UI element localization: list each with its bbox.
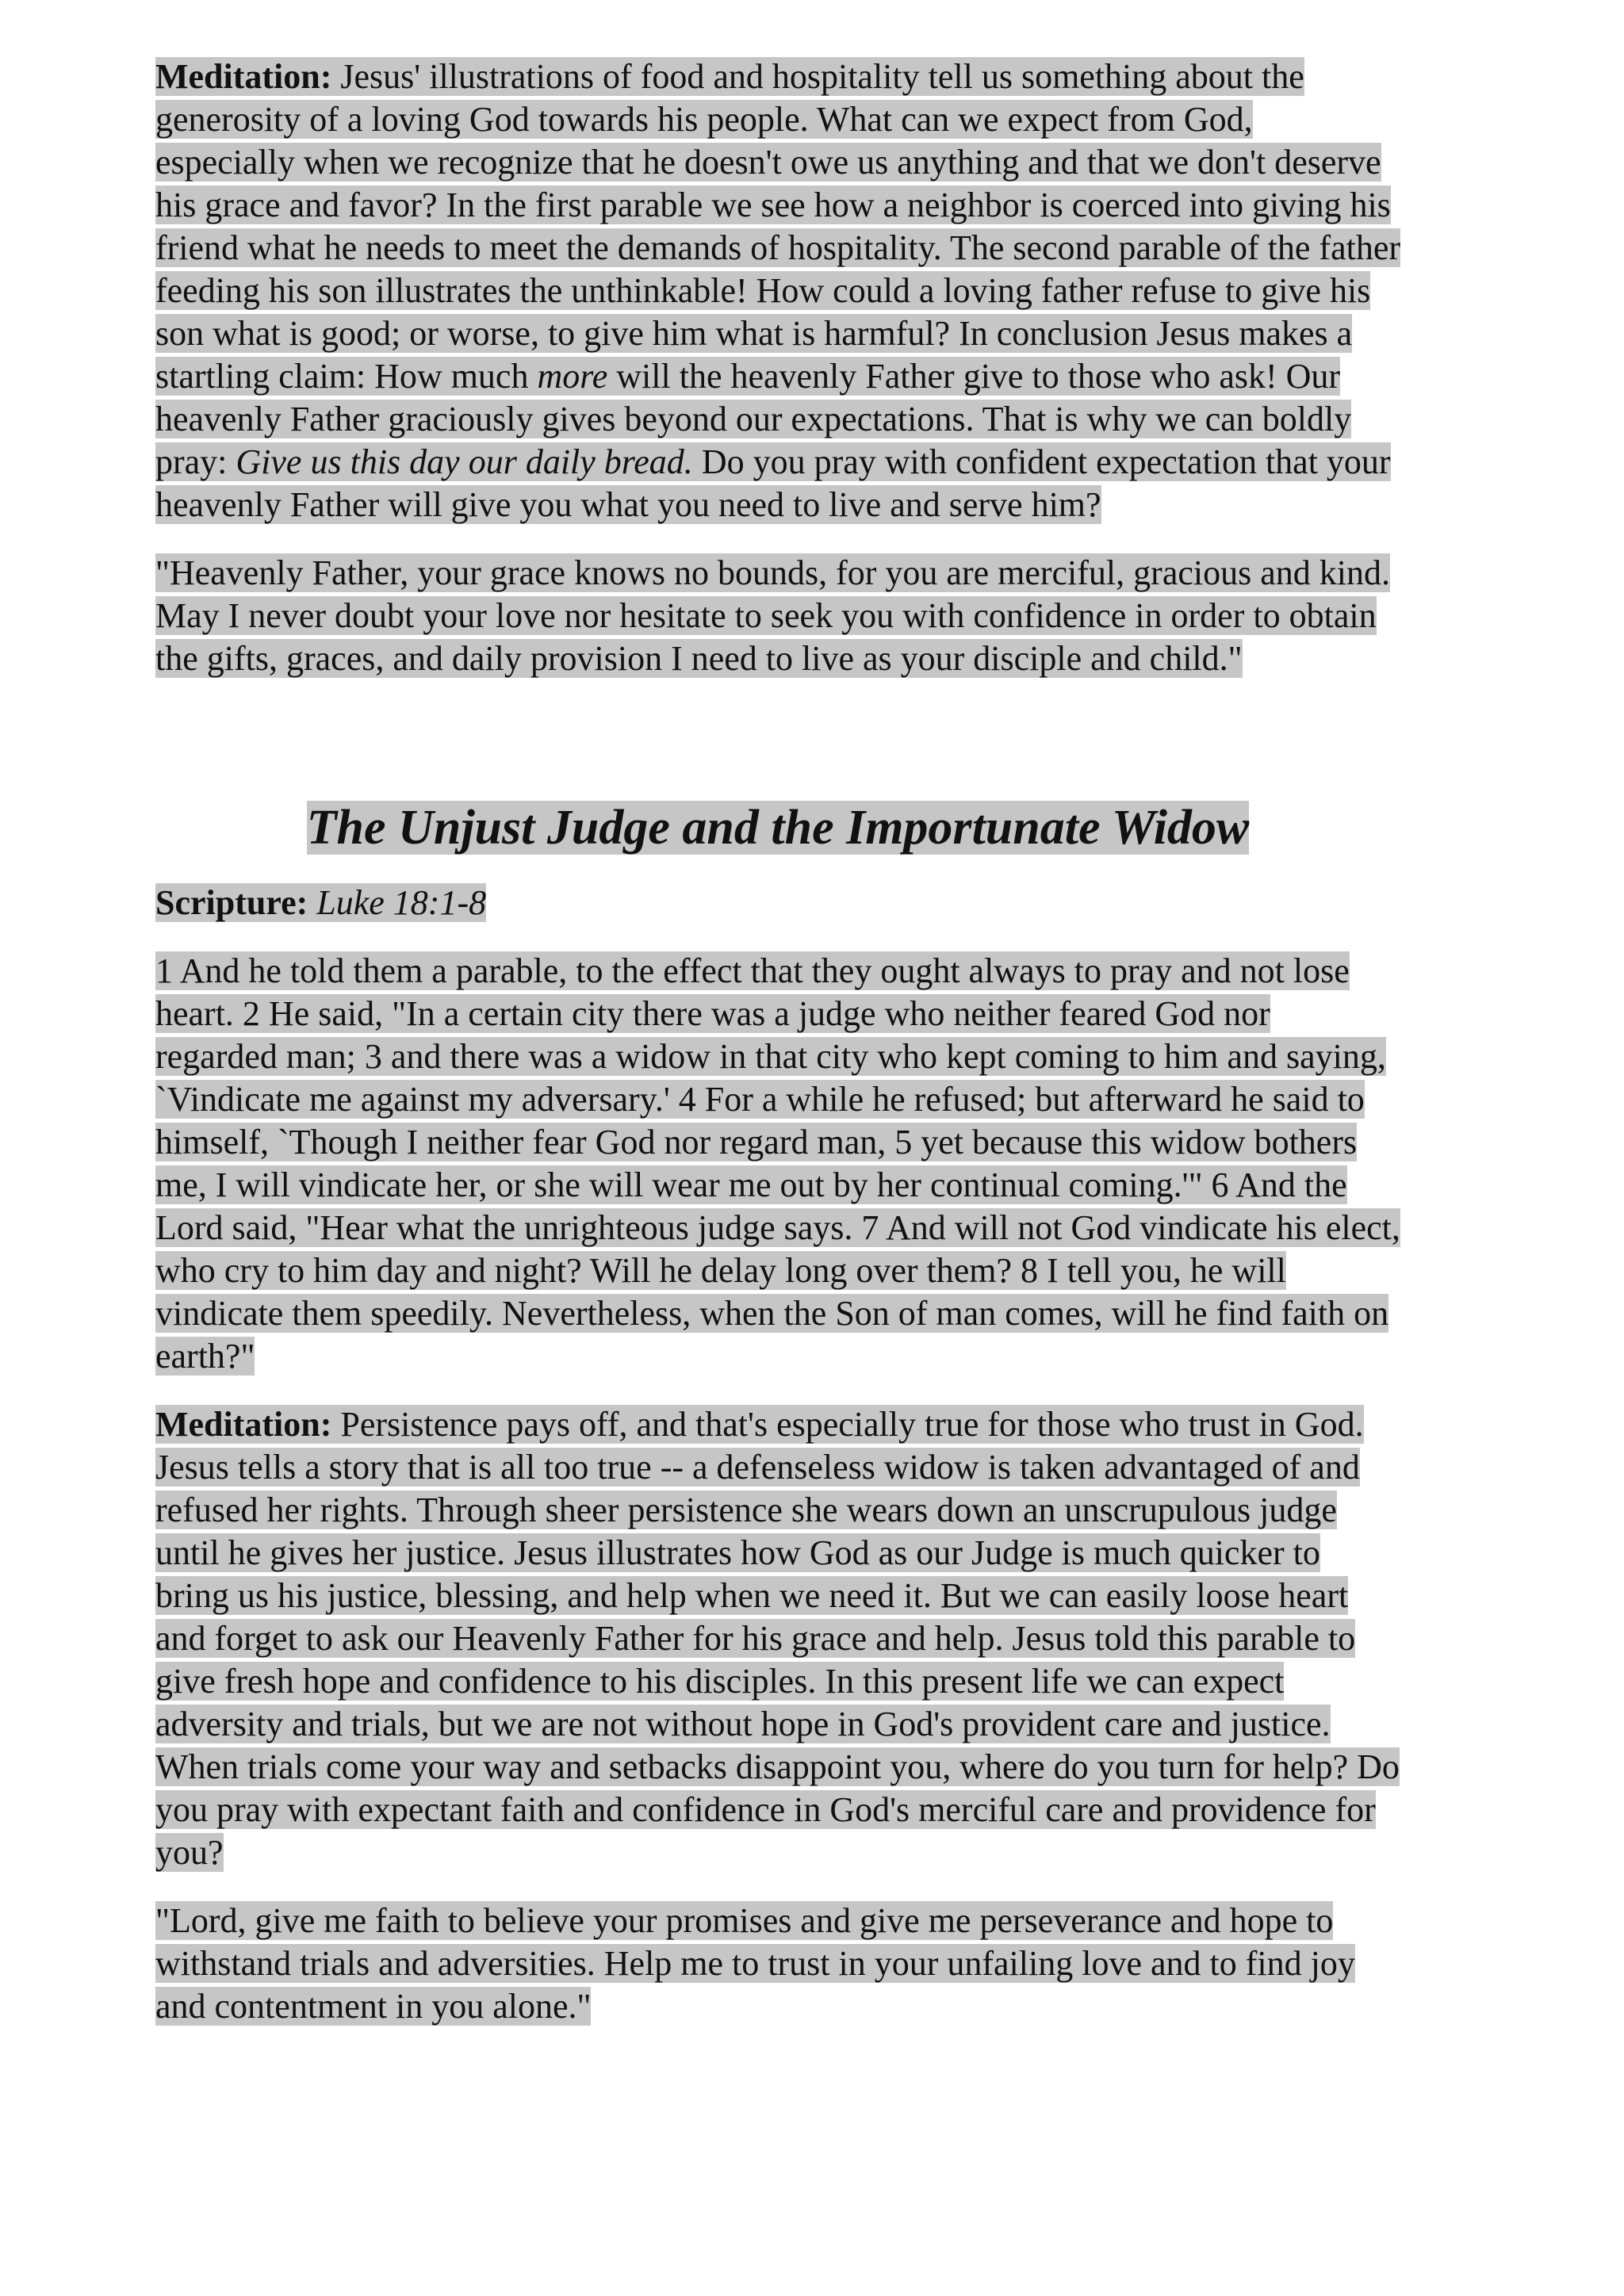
scripture-label: Scripture: [155, 883, 308, 922]
scripture-passage [155, 950, 1400, 1378]
emphasis-daily-bread: Give us this day our daily bread. [236, 442, 693, 481]
meditation-text-2: Persistence pays off, and that's especially true for those who trust in God. Jesus tells a story that is all too true -- a defenseless widow is taken advantaged of and refused her rights. Through sheer persistence she wears down an unscrupulous judge until he gives her justice. Jesus illustrates how God as our Judge is much quicker to bring us his justice, blessing, and help when we need it. But we can easily loose heart and forget to ask our Heavenly Father for his grace and help. Jesus told this parable to give fresh hope and confidence to his disciples. In this present life we can expect adversity and trials, but we are not without hope in God's provident care and justice. When trials come your way and setbacks disappoint you, where do you turn for help? Do you pray with expectant faith and confidence in God's merciful care and providence for you? [155, 1405, 1400, 1872]
meditation-text-b: will the heavenly Father give to those who ask! Our heavenly Father graciously gives beyond our expectations. That is why we can boldly pray: [155, 357, 1352, 481]
scripture-passage-text: 1 And he told them a parable, to the effect that they ought always to pray and not lose heart. 2 He said, "In a certain city there was a judge who neither feared God nor regarded man; 3 and there was a widow in that city who kept coming to him and saying, `Vindicate me against my adversary.' 4 For a while he refused; but afterward he said to himself, `Though I neither fear God nor regard man, 5 yet because this widow bothers me, I will vindicate her, or she will wear me out by her continual coming.'" 6 And the Lord said, "Hear what the unrighteous judge says. 7 And will not God vindicate his elect, who cry to him day and night? Will he delay long over them? 8 I tell you, he will vindicate them speedily. Nevertheless, when the Son of man comes, will he find faith on earth?" [155, 951, 1400, 1376]
emphasis-more: more [537, 357, 608, 396]
prayer-paragraph-2 [155, 1900, 1400, 2028]
meditation-text-a: Jesus' illustrations of food and hospitality tell us something about the generosity of a loving God towards his people. What can we expect from God, especially when we recognize that he doesn't owe us anything and that we don't deserve his grace and favor? In the first parable we see how a neighbor is coerced into giving his friend what he needs to meet the demands of hospitality. The second parable of the father feeding his son illustrates the unthinkable! How could a loving father refuse to give his son what is good; or worse, to give him what is harmful? In conclusion Jesus makes a startling claim: How much [155, 57, 1401, 396]
prayer-text-2: "Lord, give me faith to believe your promises and give me perseverance and hope to withstand trials and adversities. Help me to trust in your unfailing love and to find joy and contentment in you alone." [155, 1901, 1355, 2026]
prayer-text-1: "Heavenly Father, your grace knows no bounds, for you are merciful, gracious and kind. May I never doubt your love nor hesitate to seek you with confidence in order to obtain the gifts, graces, and daily provision I need to live as your disciple and child." [155, 553, 1390, 678]
scripture-reference [155, 882, 1400, 924]
scripture-citation: Luke 18:1-8 [316, 883, 487, 922]
meditation-label-2: Meditation: [155, 1405, 332, 1444]
meditation-paragraph-1 [155, 55, 1400, 526]
section-title [155, 798, 1400, 858]
meditation-text-c: Do you pray with confident expectation that your heavenly Father will give you what you need to live and serve him? [155, 442, 1391, 524]
document-page [155, 55, 1400, 2028]
prayer-paragraph-1 [155, 552, 1400, 680]
meditation-paragraph-2 [155, 1403, 1400, 1874]
meditation-label: Meditation: [155, 57, 332, 96]
section-title-text: The Unjust Judge and the Importunate Widow [306, 801, 1250, 855]
